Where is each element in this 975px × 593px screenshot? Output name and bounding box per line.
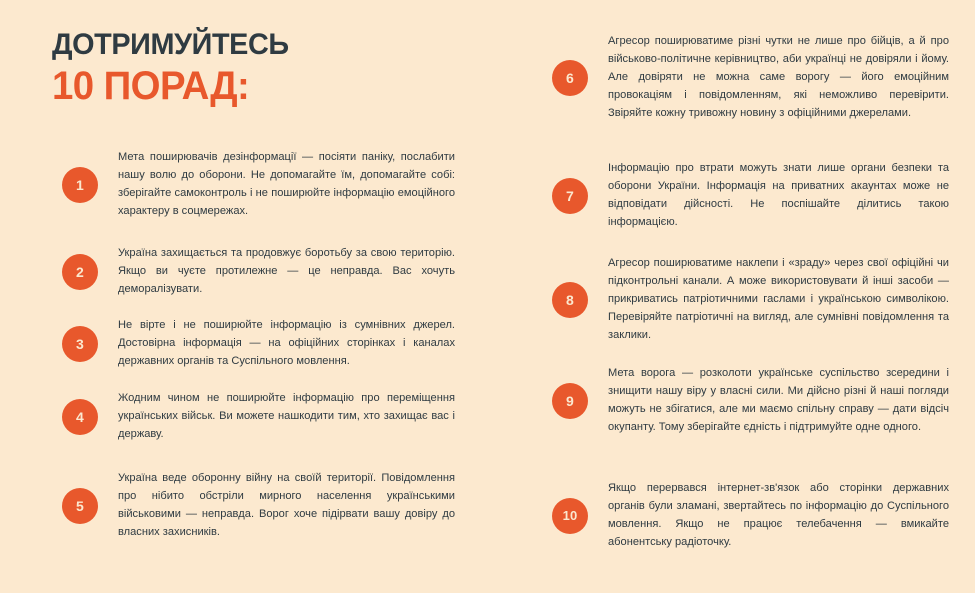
title-line-accent: 10 ПОРАД: [52,63,250,108]
tip-number-badge: 6 [552,60,588,96]
tip-item [62,317,455,371]
tip-number-badge: 4 [62,399,98,435]
title-line-primary: ДОТРИМУЙТЕСЬ [52,28,289,61]
tip-item [62,390,455,444]
tip-number-badge: 8 [552,282,588,318]
tip-text: Жодним чином не поширюйте інформацію про переміщення українських військ. Ви можете нашкодити тим, хто захищає вас і державу. [118,392,455,440]
tip-item [62,149,455,221]
tip-item [552,33,949,123]
tip-text: Україна веде оборонну війну на своїй території. Повідомлення про нібито обстріли мирного населення українськими військовими — неправда. Ворог хоче підірвати вашу довіру до власних захисників. [118,472,455,538]
tips-column-right [490,0,975,593]
tip-item [552,160,949,232]
tip-number-badge: 9 [552,383,588,419]
tip-number-badge: 3 [62,326,98,362]
tip-number-badge: 1 [62,167,98,203]
tip-text: Якщо перервався інтернет-зв'язок або сторінки державних органів були зламані, звертайтесь по інформацію до Суспільного мовлення. Якщо не працює телебачення — вмикайте абонентську радіоточку. [608,482,949,548]
tip-text: Мета поширювачів дезінформації — посіяти паніку, послабити нашу волю до оборони. Не допомагайте їм, допомагайте собі: зберігайте самоконтроль і не поширюйте інформацію емоційного характеру в соцмережах. [118,151,455,217]
tip-text: Мета ворога — розколоти українське суспільство зсередини і знищити нашу віру у власні сили. Ми дійсно різні й наші погляди можуть не збігатися, але ми маємо спільну справу — дати відсіч окупанту. Тому зберігайте єдність і підтримуйте одне одного. [608,367,949,433]
tip-item [62,245,455,299]
tip-item [552,365,949,437]
tip-item [62,470,455,542]
tip-text: Інформацію про втрати можуть знати лише органи безпеки та оборони України. Інформація на приватних акаунтах може не відповідати дійсності. Не поспішайте ділитись такою інформацією. [608,162,949,228]
tip-text: Агресор поширюватиме наклепи і «зраду» через свої офіційні чи підконтрольні канали. А може використовувати й інші засоби — прикриватись патріотичними гаслами і українською символікою. Перевіряйте патріотичні на вигляд, але сумнівні повідомлення та заклики. [608,257,949,341]
tip-item [552,480,949,552]
tip-number-badge: 10 [552,498,588,534]
tip-number-badge: 2 [62,254,98,290]
tip-text: Україна захищається та продовжує боротьбу за свою територію. Якщо ви чуєте протилежне — це неправда. Вас хочуть деморалізувати. [118,247,455,295]
tip-text: Агресор поширюватиме різні чутки не лише про бійців, а й про військово-політичне керівництво, аби українці не довіряли і йому. Але довіряти не можна саме ворогу — його емоційним провокаціям і повідомленням, які неможливо перевірити. Звіряйте кожну тривожну новину з офіційними джерелами. [608,35,949,119]
tip-item [552,255,949,345]
tip-text: Не вірте і не поширюйте інформацію із сумнівних джерел. Достовірна інформація — на офіційних сторінках і каналах державних органів та Суспільного мовлення. [118,319,455,367]
tip-number-badge: 7 [552,178,588,214]
tip-number-badge: 5 [62,488,98,524]
